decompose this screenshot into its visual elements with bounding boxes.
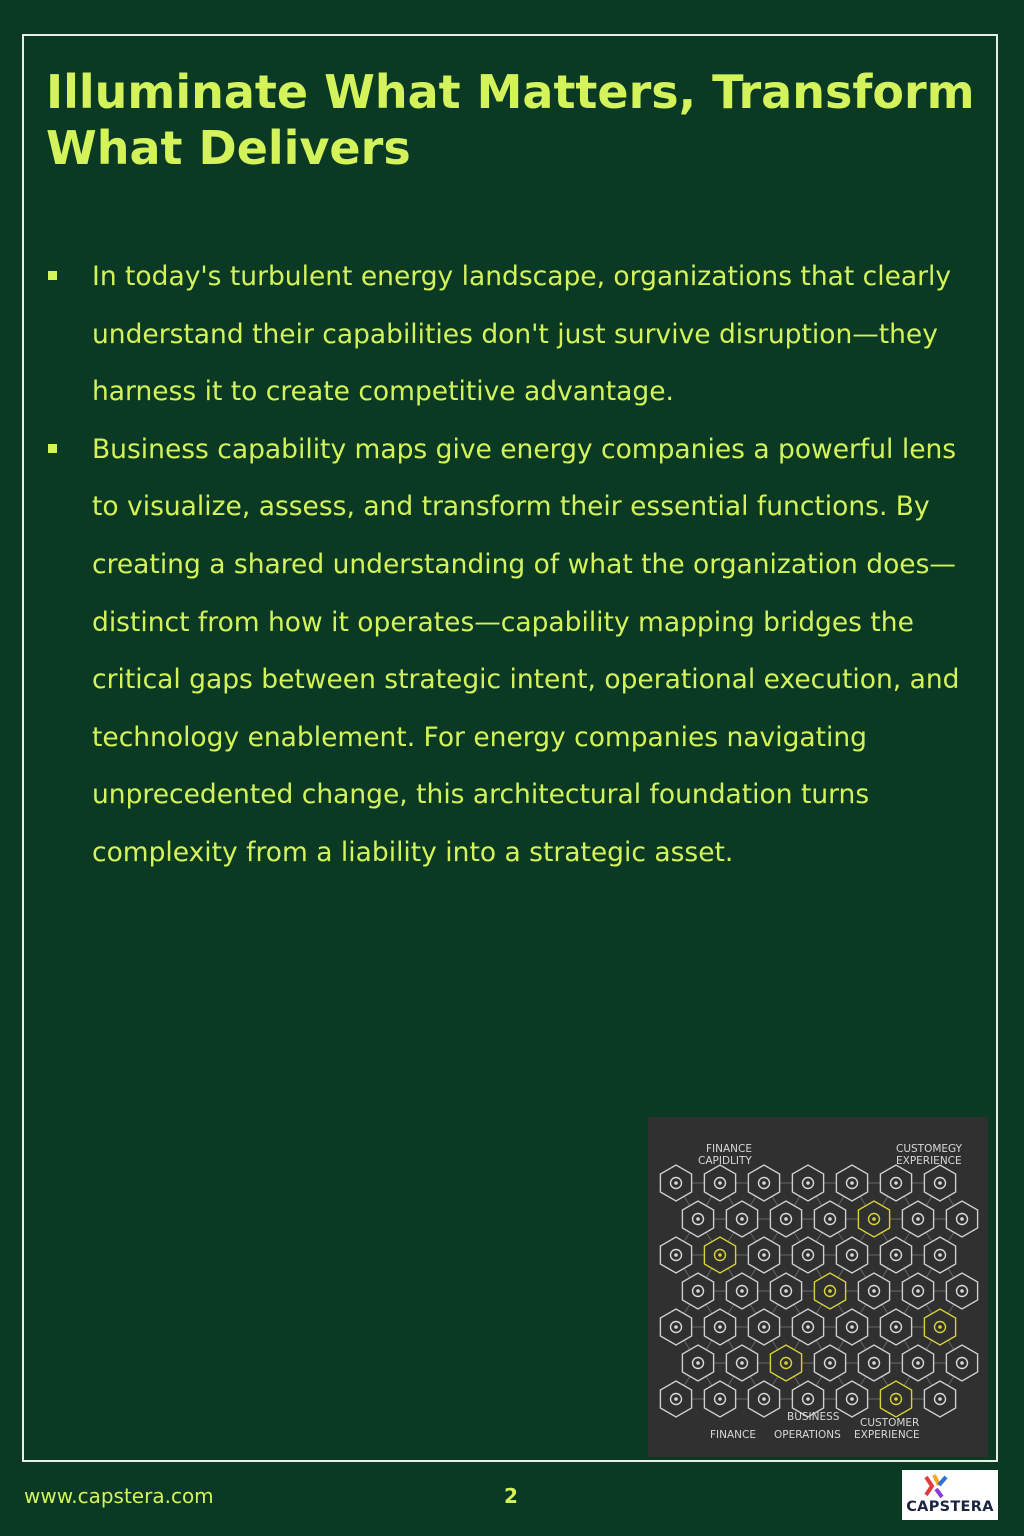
capability-glyph-dot — [740, 1289, 744, 1293]
capability-glyph-dot — [674, 1325, 678, 1329]
capability-glyph-dot — [762, 1397, 766, 1401]
capability-map-illustration — [648, 1117, 988, 1457]
capability-glyph-dot — [806, 1181, 810, 1185]
bullet-text: In today's turbulent energy landscape, organizations that clearly understand their capabilities don't just survive disruption—they harness it to create competitive advantage. — [92, 261, 952, 408]
capability-glyph-dot — [828, 1289, 832, 1293]
bullet-item — [46, 421, 976, 882]
capability-glyph-dot — [850, 1253, 854, 1257]
illus-label-experience-top: EXPERIENCE — [896, 1155, 962, 1167]
capability-glyph-dot — [762, 1253, 766, 1257]
capability-glyph-dot — [762, 1325, 766, 1329]
capability-glyph-dot — [850, 1397, 854, 1401]
page-title: Illuminate What Matters, Transform What Delivers — [46, 65, 975, 175]
capability-glyph-dot — [740, 1361, 744, 1365]
capability-glyph-dot — [938, 1253, 942, 1257]
capability-glyph-dot — [740, 1217, 744, 1221]
illus-label-finance-bottom: FINANCE — [710, 1429, 756, 1441]
capability-glyph-dot — [718, 1325, 722, 1329]
logo-text: CAPSTERA — [906, 1499, 994, 1515]
capability-glyph-dot — [718, 1253, 722, 1257]
capability-glyph-dot — [696, 1289, 700, 1293]
capability-glyph-dot — [828, 1217, 832, 1221]
capability-glyph-dot — [938, 1181, 942, 1185]
capability-glyph-dot — [894, 1253, 898, 1257]
capability-glyph-dot — [762, 1181, 766, 1185]
capability-glyph-dot — [872, 1289, 876, 1293]
capability-glyph-dot — [784, 1289, 788, 1293]
capability-glyph-dot — [784, 1361, 788, 1365]
capability-glyph-dot — [960, 1217, 964, 1221]
capstera-logo — [902, 1470, 998, 1520]
capability-glyph-dot — [916, 1361, 920, 1365]
capability-glyph-dot — [894, 1181, 898, 1185]
capability-glyph-dot — [806, 1397, 810, 1401]
capability-glyph-dot — [674, 1253, 678, 1257]
bullet-list — [46, 248, 976, 882]
page-number: 2 — [504, 1484, 518, 1508]
capability-glyph-dot — [806, 1253, 810, 1257]
capability-glyph-dot — [894, 1397, 898, 1401]
capability-glyph-dot — [872, 1217, 876, 1221]
capability-glyph-dot — [960, 1289, 964, 1293]
illus-label-customer-top: CUSTOMEGY — [896, 1143, 963, 1155]
illus-label-experience-bottom: EXPERIENCE — [854, 1429, 920, 1441]
capability-glyph-dot — [696, 1361, 700, 1365]
capability-glyph-dot — [938, 1397, 942, 1401]
illus-label-finance: FINANCE — [706, 1143, 752, 1155]
capability-glyph-dot — [696, 1217, 700, 1221]
square-bullet-icon — [48, 444, 57, 453]
capability-glyph-dot — [674, 1397, 678, 1401]
bullet-item — [46, 248, 976, 421]
square-bullet-icon — [48, 271, 57, 280]
illus-label-capability: CAPIDLITY — [698, 1155, 752, 1167]
capability-glyph-dot — [960, 1361, 964, 1365]
capability-glyph-dot — [718, 1181, 722, 1185]
illus-label-operations: OPERATIONS — [774, 1429, 841, 1441]
capability-glyph-dot — [850, 1181, 854, 1185]
capability-glyph-dot — [806, 1325, 810, 1329]
illus-label-customer-bottom: CUSTOMER — [860, 1417, 920, 1429]
capability-glyph-dot — [718, 1397, 722, 1401]
capability-glyph-dot — [784, 1217, 788, 1221]
capability-glyph-dot — [916, 1289, 920, 1293]
capability-glyph-dot — [916, 1217, 920, 1221]
illus-label-business: BUSINESS — [787, 1411, 840, 1423]
capability-glyph-dot — [850, 1325, 854, 1329]
hexagon-network — [660, 1165, 977, 1417]
capability-glyph-dot — [938, 1325, 942, 1329]
capability-glyph-dot — [828, 1361, 832, 1365]
bullet-text: Business capability maps give energy companies a powerful lens to visualize, assess, and transform their essential functions. By creating a shared understanding of what the organization does—distinct from how it operates—capability mapping bridges the critical gaps between strategic intent, operational execution, and technology enablement. For energy companies navigating unprecedented change, this architectural foundation turns complexity from a liability into a strategic asset. — [92, 433, 960, 868]
capability-glyph-dot — [894, 1325, 898, 1329]
capability-glyph-dot — [872, 1361, 876, 1365]
logo-mark-icon — [922, 1473, 952, 1499]
capability-glyph-dot — [674, 1181, 678, 1185]
footer-url[interactable]: www.capstera.com — [24, 1484, 214, 1508]
